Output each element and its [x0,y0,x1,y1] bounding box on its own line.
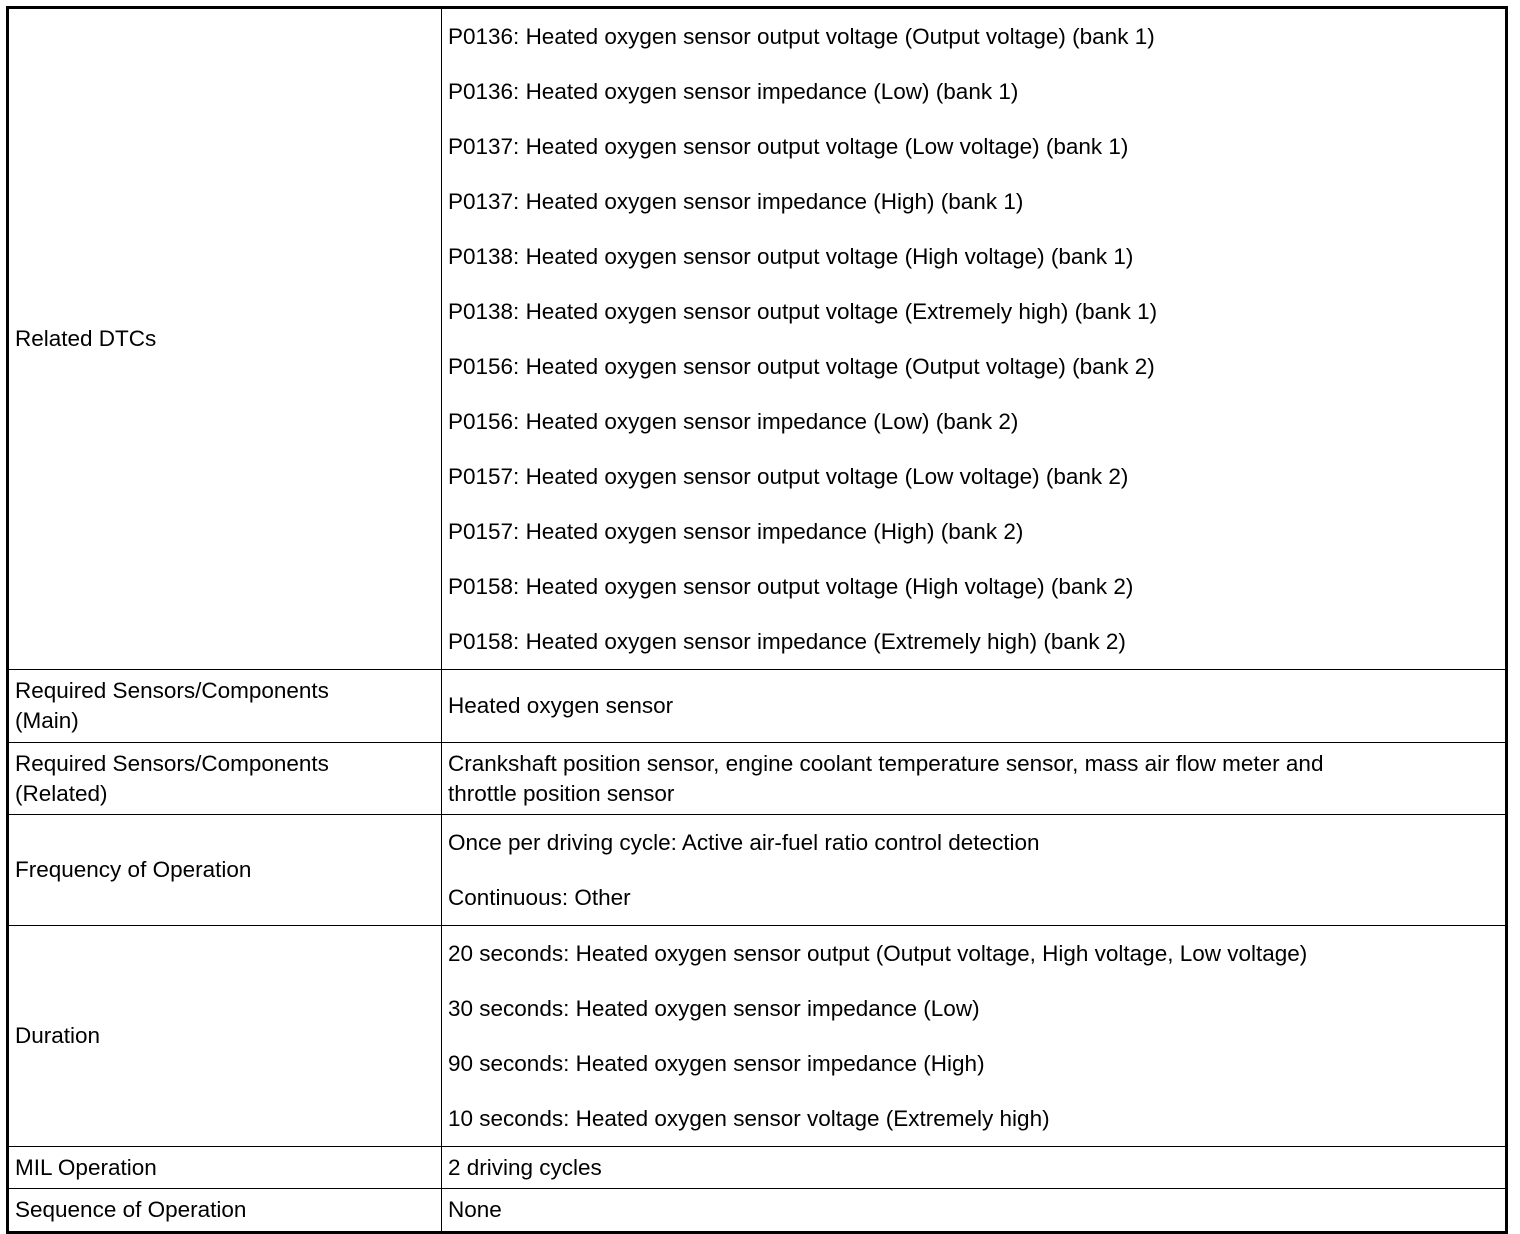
row-label [8,670,442,743]
duration-item: 30 seconds: Heated oxygen sensor impedance (Low) [448,996,980,1021]
row-label: Frequency of Operation [8,815,442,926]
row-label: Duration [8,926,442,1147]
dtc-item: P0137: Heated oxygen sensor impedance (High) (bank 1) [448,189,1024,214]
dtc-item: P0138: Heated oxygen sensor output voltage (Extremely high) (bank 1) [448,299,1158,324]
row-value-line: Crankshaft position sensor, engine coolant temperature sensor, mass air flow meter and [448,750,1324,776]
dtc-item: P0138: Heated oxygen sensor output voltage (High voltage) (bank 1) [448,244,1134,269]
table-row-sequence [8,1189,1507,1233]
row-value-line: throttle position sensor [448,780,675,806]
dtc-item: P0158: Heated oxygen sensor impedance (Extremely high) (bank 2) [448,629,1126,654]
duration-item: 90 seconds: Heated oxygen sensor impedance (High) [448,1051,985,1076]
dtc-item: P0156: Heated oxygen sensor output voltage (Output voltage) (bank 2) [448,354,1155,379]
duration-item: 10 seconds: Heated oxygen sensor voltage (Extremely high) [448,1106,1050,1131]
dtc-item: P0156: Heated oxygen sensor impedance (Low) (bank 2) [448,409,1019,434]
row-label: MIL Operation [8,1147,442,1189]
row-label-line: Required Sensors/Components [15,678,329,703]
row-value: None [442,1189,1507,1233]
dtc-list [442,8,1507,670]
table-row-related-dtcs [8,8,1507,670]
monitor-spec-table [6,6,1508,1234]
row-value [442,743,1507,815]
frequency-list [442,815,1507,926]
table-row-required-related [8,743,1507,815]
dtc-item: P0157: Heated oxygen sensor output voltage (Low voltage) (bank 2) [448,464,1129,489]
row-label [8,743,442,815]
row-label-line: (Main) [15,708,79,733]
row-value: Heated oxygen sensor [442,670,1507,743]
dtc-item: P0136: Heated oxygen sensor output voltage (Output voltage) (bank 1) [448,24,1155,49]
frequency-item: Continuous: Other [448,885,631,910]
row-label-line: (Related) [15,780,108,806]
row-value: 2 driving cycles [442,1147,1507,1189]
dtc-item: P0157: Heated oxygen sensor impedance (High) (bank 2) [448,519,1024,544]
frequency-item: Once per driving cycle: Active air-fuel ratio control detection [448,830,1040,855]
duration-list [442,926,1507,1147]
dtc-item: P0158: Heated oxygen sensor output voltage (High voltage) (bank 2) [448,574,1134,599]
table-row-frequency [8,815,1507,926]
row-label-line: Required Sensors/Components [15,750,329,776]
table-row-mil-operation [8,1147,1507,1189]
dtc-item: P0137: Heated oxygen sensor output voltage (Low voltage) (bank 1) [448,134,1129,159]
table-row-duration [8,926,1507,1147]
duration-item: 20 seconds: Heated oxygen sensor output (Output voltage, High voltage, Low voltage) [448,941,1308,966]
row-label: Related DTCs [8,8,442,670]
table-row-required-main [8,670,1507,743]
row-label: Sequence of Operation [8,1189,442,1233]
dtc-item: P0136: Heated oxygen sensor impedance (Low) (bank 1) [448,79,1019,104]
